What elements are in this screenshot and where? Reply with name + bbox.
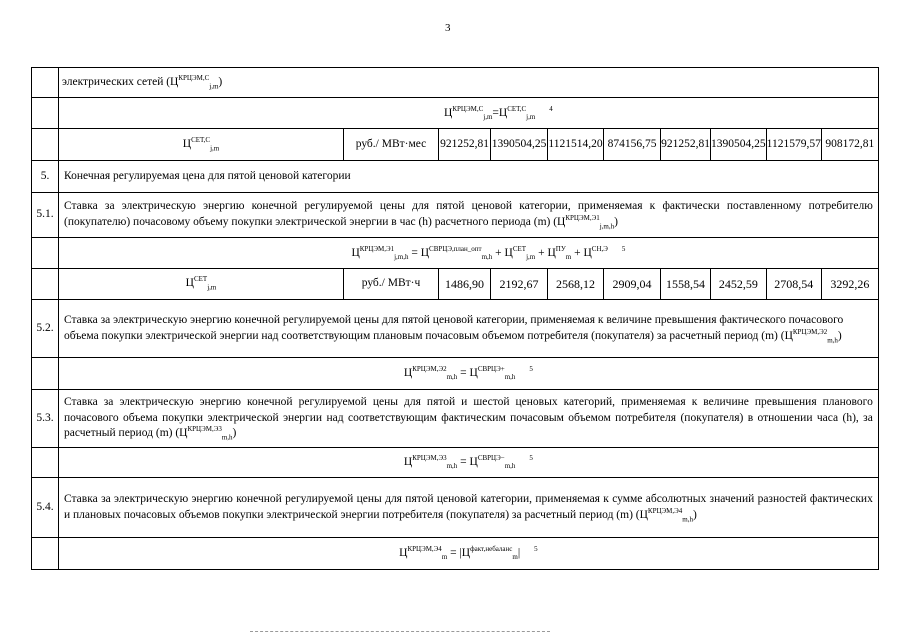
value-cell: 1558,54	[661, 269, 711, 300]
section-text: Ставка за электрическую энергию конечной регулируемой цены для пятой и шестой ценовых категорий, применяемая к величине превышения планового почасового объема покупки электрической энергии над соответствующим фактическим почасовым объемом потребителя (покупателя) в отношении часа (h), за расчетный период (m) $(Ц^{КРЦЭМ,Э3}_{m,h})$	[59, 390, 879, 448]
symbol-cell: $Ц^{СЕТ}_{j,m}$	[59, 269, 344, 300]
value-cell: 2192,67	[491, 269, 548, 300]
section-number: 5.1.	[32, 193, 59, 238]
value-cell: 2452,59	[711, 269, 767, 300]
row-number-cell	[32, 68, 59, 98]
value-cell: 2708,54	[766, 269, 821, 300]
unit-cell: руб./ МВт·мес	[344, 129, 439, 161]
page-number: 3	[445, 22, 451, 34]
table-row	[32, 129, 879, 161]
section-text: Ставка за электрическую энергию конечной регулируемой цены для пятой ценовой категории, применяемая к величине превышения фактического почасового объема покупки электрической энергии над соответствующим плановым почасовым объемом потребителя (покупателя) за расчетный период (m) $(Ц^{КРЦЭМ,Э2}_{m,h})$	[59, 300, 879, 358]
table-row	[32, 238, 879, 269]
value-cell: 874156,75	[604, 129, 661, 161]
section-number: 5.3.	[32, 390, 59, 448]
table-row	[32, 358, 879, 390]
value-cell: 2909,04	[604, 269, 661, 300]
value-cell: 1121514,20	[548, 129, 604, 161]
value-cell: 1121579,57	[766, 129, 821, 161]
formula-cell: $Ц^{КРЦЭМ,Э4}_m = |Ц^{факт,небаланс}_m|$ $^5$	[59, 538, 879, 570]
formula-cell: $Ц^{КРЦЭМ,Э2}_{m,h} = Ц^{СВРЦЭ+}_{m,h}^5$	[59, 358, 879, 390]
table-row	[32, 98, 879, 129]
value-cell: 2568,12	[548, 269, 604, 300]
value-cell: 1390504,25	[711, 129, 767, 161]
value-cell: 921252,81	[439, 129, 491, 161]
section-text: Ставка за электрическую энергию конечной регулируемой цены для пятой ценовой категории, применяемая к сумме абсолютных значений разностей фактических и плановых почасовых объемов покупки электрической энергии потребителя (покупателя) за расчетный период (m) $(Ц^{КРЦЭМ,Э4}_{m,h})$	[59, 478, 879, 538]
value-cell: 908172,81	[821, 129, 878, 161]
section-text: Ставка за электрическую энергию конечной регулируемой цены для пятой ценовой категории, применяемая к фактически поставленному потребителю (покупателю) почасовому объему покупки электрической энергии в час (h) расчетного периода (m) $(Ц^{КРЦЭМ,Э1}_{j,m,h})$	[59, 193, 879, 238]
section-title: Конечная регулируемая цена для пятой ценовой категории	[59, 161, 879, 193]
symbol-cell: $Ц^{СЕТ,С}_{j,m}$	[59, 129, 344, 161]
value-cell: 3292,26	[821, 269, 878, 300]
table-row	[32, 68, 879, 98]
footnote-ref: 5	[534, 545, 538, 554]
unit-cell: руб./ МВт·ч	[344, 269, 439, 300]
section-number: 5.2.	[32, 300, 59, 358]
section-number: 5.	[32, 161, 59, 193]
table-row	[32, 390, 879, 448]
value-cell: 1486,90	[439, 269, 491, 300]
table-row	[32, 478, 879, 538]
scan-artifact	[250, 631, 550, 634]
formula-cell: $Ц^{КРЦЭМ,Э1}_{j,m,h} = Ц^{СВРЦЭ,план\_опт}_{m,h} + Ц^{СЕТ}_{j,m} + Ц^{ПУ}_m + Ц^{СН,Э}$ $^5$	[59, 238, 879, 269]
cell-top-label: электрических сетей $(Ц^{КРЦЭМ,С}_{j,m})$	[59, 68, 879, 98]
table-row	[32, 269, 879, 300]
footnote-ref: 5	[529, 454, 533, 463]
footnote-ref: 5	[529, 365, 533, 374]
value-cell: 921252,81	[661, 129, 711, 161]
value-cell: 1390504,25	[491, 129, 548, 161]
table-row	[32, 538, 879, 570]
footnote-ref: 4	[549, 104, 553, 113]
section-number: 5.4.	[32, 478, 59, 538]
table-row	[32, 193, 879, 238]
tariff-table	[31, 67, 879, 570]
table-row	[32, 300, 879, 358]
formula-cell: $Ц^{КРЦЭМ,С}_{j,m}=Ц^{СЕТ,С}_{j,m}^4$	[59, 98, 879, 129]
table-row	[32, 448, 879, 478]
formula-cell: $Ц^{КРЦЭМ,Э3}_{m,h} = Ц^{СВРЦЭ-}_{m,h}^5$	[59, 448, 879, 478]
footnote-ref: 5	[621, 244, 626, 253]
table-row	[32, 161, 879, 193]
